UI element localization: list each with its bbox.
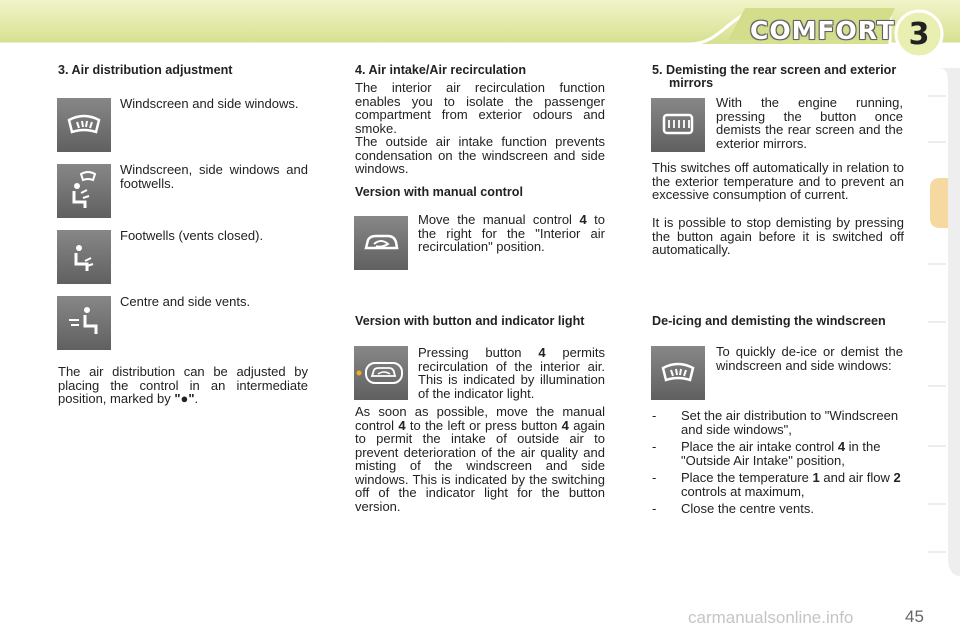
step-text: Close the centre vents. xyxy=(681,501,814,516)
asap-text xyxy=(355,405,605,513)
recirculation-text: The interior air recirculation function enables you to isolate the passenger compartment from exterior odours and smoke. xyxy=(355,80,605,136)
manual-control-heading: Version with manual control xyxy=(355,185,523,199)
list-item xyxy=(652,471,904,498)
manual-num: 4 xyxy=(579,212,587,227)
button-version-heading: Version with button and indicator light xyxy=(355,314,585,328)
rear-demist-heading xyxy=(652,64,902,90)
step-text: Set the air distribution to "Windscreen and side windows", xyxy=(681,408,899,437)
chapter-title: COMFORT xyxy=(750,16,895,45)
list-dash: - xyxy=(652,470,657,485)
page-number: 45 xyxy=(905,607,924,626)
button-post: permits recirculation of the interior air. This is indicated by illumination of the indicator light. xyxy=(418,345,606,401)
step-text: Place the temperature xyxy=(681,470,813,485)
tab-strip xyxy=(928,68,960,576)
button-num: 4 xyxy=(538,345,546,360)
outside-intake-text: The outside air intake function prevents condensation on the windscreen and side windows. xyxy=(355,134,605,176)
list-dash: - xyxy=(652,408,657,423)
note-prefix: The air distribution can be adjusted by placing the control in an intermediate position, marked by xyxy=(58,364,308,406)
footwell-vent-icon xyxy=(57,230,111,284)
footwell-text: Footwells (vents closed). xyxy=(120,228,264,243)
rear-demist-text: With the engine running, pressing the button once demists the rear screen and the exterior mirrors. xyxy=(716,95,903,151)
windscreen-demist-icon xyxy=(57,98,111,152)
page-header xyxy=(0,0,960,50)
asap-a: As soon as possible, move the manual control xyxy=(355,404,605,433)
recirculation-button-icon xyxy=(354,346,408,400)
deice-text: To quickly de-ice or demist the windscreen and side windows: xyxy=(716,344,903,373)
windscreen-footwell-icon xyxy=(57,164,111,218)
step-num: 4 xyxy=(837,439,846,454)
list-dash: - xyxy=(652,439,657,454)
recirculation-lever-icon xyxy=(354,216,408,270)
rear-demist-heading-text: 5. Demisting the rear screen and exterior mirrors xyxy=(652,63,897,90)
rear-screen-demist-icon xyxy=(651,98,705,152)
manual-control-text xyxy=(418,213,605,254)
step-text: Place the air intake control xyxy=(681,439,838,454)
step-num: 2 xyxy=(893,470,901,485)
list-item xyxy=(652,409,904,436)
asap-n1: 4 xyxy=(398,417,406,433)
deice-heading: De-icing and demisting the windscreen xyxy=(652,314,886,328)
windscreen-footwell-text: Windscreen, side windows and footwells. xyxy=(120,162,308,191)
step-text: and air flow xyxy=(819,470,894,485)
windscreen-deice-icon xyxy=(651,346,705,400)
chapter-number: 3 xyxy=(908,16,930,52)
step-text: controls at maximum, xyxy=(681,483,805,499)
list-dash: - xyxy=(652,501,657,516)
auto-off-text: This switches off automatically in relation to the exterior temperature and to prevent an excessive consumption of current. xyxy=(652,160,904,202)
centre-vent-text: Centre and side vents. xyxy=(120,294,251,309)
manual-post: to the right for the "Interior air recirculation" position. xyxy=(418,212,605,254)
note-mark: "●" xyxy=(174,391,195,406)
manual-pre: Move the manual control xyxy=(418,212,580,227)
watermark: carmanualsonline.info xyxy=(688,608,854,627)
windscreen-text: Windscreen and side windows. xyxy=(120,96,299,111)
air-distribution-heading: 3. Air distribution adjustment xyxy=(58,63,233,77)
intermediate-note xyxy=(58,365,308,406)
asap-b: to the left or press button xyxy=(405,417,562,433)
step-text: in the "Outside Air Intake" position, xyxy=(681,439,881,468)
button-pre: Pressing button xyxy=(418,345,539,360)
asap-c: again to permit the intake of outside air to prevent deterioration of the air quality and misting of the windscreen and side windows. This is indicated by the switching off of the indicator light for the button version. xyxy=(355,417,606,514)
list-item xyxy=(652,502,904,516)
deice-steps xyxy=(652,409,904,520)
step-num: 1 xyxy=(812,470,820,485)
stop-demist-text: It is possible to stop demisting by pressing the button again before it is switched off automatically. xyxy=(652,215,904,257)
air-intake-heading: 4. Air intake/Air recirculation xyxy=(355,63,527,77)
button-version-text xyxy=(418,346,605,400)
chapter-tabs xyxy=(928,68,960,576)
asap-n2: 4 xyxy=(561,417,569,433)
note-suffix: . xyxy=(194,391,199,406)
list-item xyxy=(652,440,904,467)
centre-vent-icon xyxy=(57,296,111,350)
